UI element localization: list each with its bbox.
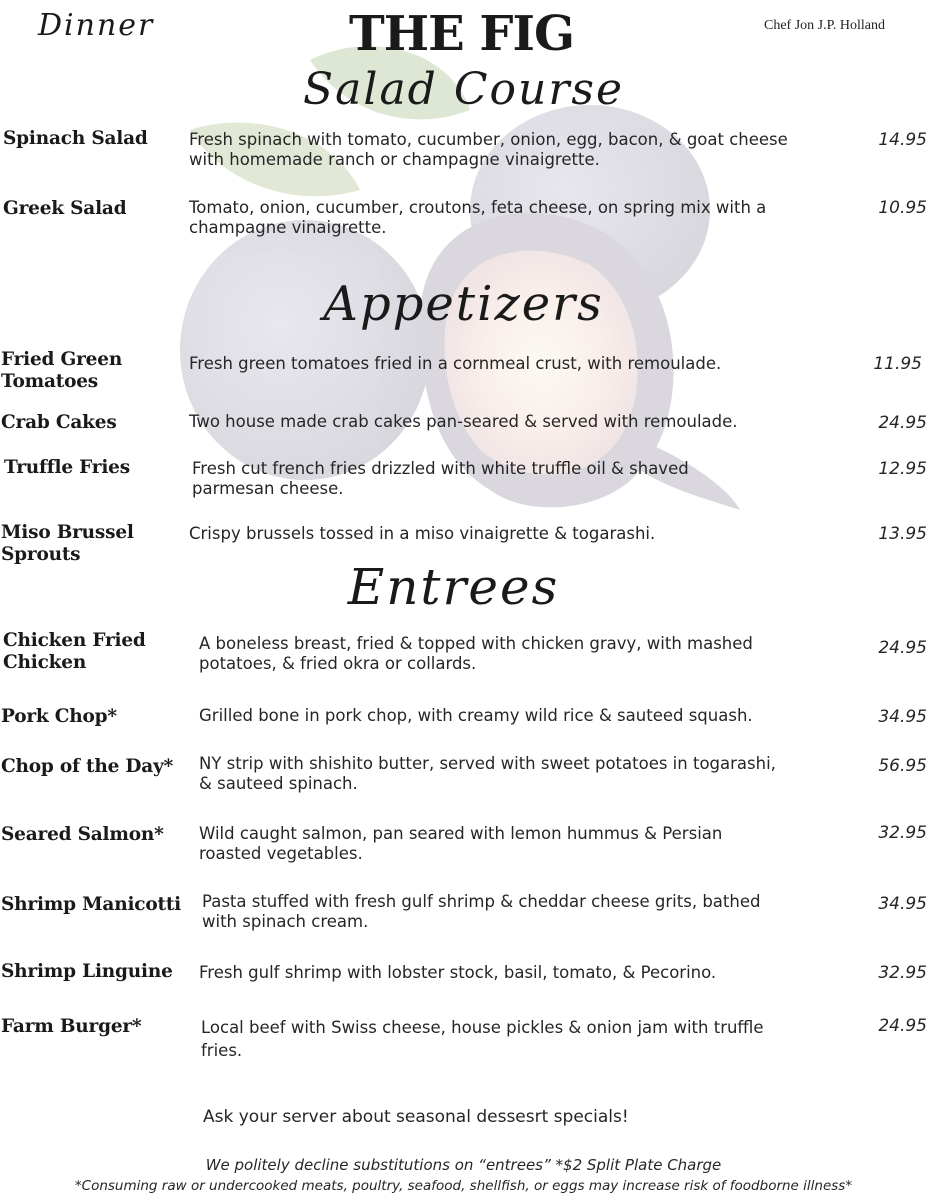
substitution-note: We politely decline substitutions on “entrees” *$2 Split Plate Charge [205, 1156, 722, 1174]
item-description: Crispy brussels tossed in a miso vinaigrette & togarashi. [189, 524, 656, 543]
chef-credit: Chef Jon J.P. Holland [764, 18, 885, 33]
dinner-script-label: Dinner [38, 8, 155, 43]
section-title-entrees: Entrees [347, 558, 560, 616]
consumer-advisory: *Consuming raw or undercooked meats, poultry, seafood, shellfish, or eggs may increase risk of foodborne illness* [74, 1178, 853, 1194]
item-description: Wild caught salmon, pan seared with lemon hummus & Persian roasted vegetables. [199, 824, 723, 863]
item-price: 56.95 [878, 756, 927, 776]
item-price: 12.95 [878, 459, 927, 479]
item-description: Fresh cut french fries drizzled with white truffle oil & shaved parmesan cheese. [192, 459, 689, 498]
item-price: 11.95 [873, 354, 922, 374]
item-name: Pork Chop* [1, 706, 117, 727]
item-description: Local beef with Swiss cheese, house pickles & onion jam with truffle fries. [201, 1018, 764, 1060]
item-name: Greek Salad [3, 198, 127, 219]
item-price: 13.95 [878, 524, 927, 544]
item-name: Chop of the Day* [1, 756, 174, 777]
item-name: Shrimp Manicotti [1, 894, 182, 915]
item-price: 14.95 [878, 130, 927, 150]
item-price: 34.95 [878, 894, 927, 914]
item-description: Pasta stuffed with fresh gulf shrimp & cheddar cheese grits, bathed with spinach cream. [202, 892, 761, 931]
restaurant-title: THE FIG [349, 6, 574, 62]
item-price: 24.95 [878, 1016, 927, 1036]
section-title-salad: Salad Course [303, 64, 624, 115]
item-name: Chicken Fried Chicken [3, 630, 146, 673]
item-name: Crab Cakes [1, 412, 117, 433]
item-description: NY strip with shishito butter, served with sweet potatoes in togarashi, & sauteed spinach. [199, 754, 776, 793]
item-description: Two house made crab cakes pan-seared & served with remoulade. [189, 412, 738, 431]
item-name: Seared Salmon* [1, 824, 164, 845]
item-price: 32.95 [878, 823, 927, 843]
item-description: Tomato, onion, cucumber, croutons, feta cheese, on spring mix with a champagne vinaigrette. [189, 198, 767, 237]
item-description: A boneless breast, fried & topped with chicken gravy, with mashed potatoes, & fried okra or collards. [199, 634, 753, 673]
item-name: Spinach Salad [3, 128, 148, 149]
item-description: Fresh spinach with tomato, cucumber, onion, egg, bacon, & goat cheese with homemade ranch or champagne vinaigrette. [189, 130, 788, 169]
item-price: 24.95 [878, 638, 927, 658]
item-name: Truffle Fries [4, 457, 130, 478]
item-description: Fresh gulf shrimp with lobster stock, basil, tomato, & Pecorino. [199, 963, 717, 982]
item-price: 32.95 [878, 963, 927, 983]
item-description: Fresh green tomatoes fried in a cornmeal crust, with remoulade. [189, 354, 722, 373]
item-description: Grilled bone in pork chop, with creamy wild rice & sauteed squash. [199, 706, 753, 725]
item-price: 10.95 [878, 198, 927, 218]
item-price: 34.95 [878, 707, 927, 727]
section-title-appetizers: Appetizers [323, 276, 604, 332]
item-name: Fried Green Tomatoes [1, 349, 123, 392]
item-price: 24.95 [878, 413, 927, 433]
dessert-notice: Ask your server about seasonal dessesrt specials! [203, 1107, 629, 1127]
item-name: Farm Burger* [1, 1016, 142, 1037]
item-name: Miso Brussel Sprouts [1, 522, 134, 565]
item-name: Shrimp Linguine [1, 961, 173, 982]
